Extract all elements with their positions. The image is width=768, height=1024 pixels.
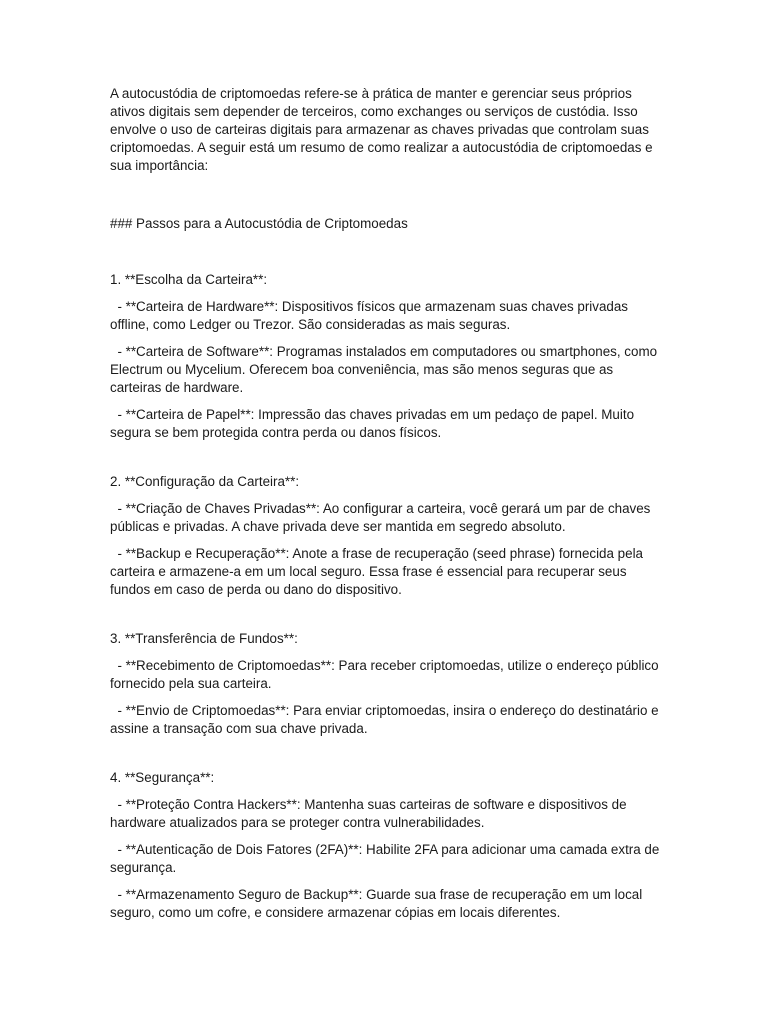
list-item: - **Envio de Criptomoedas**: Para enviar criptomoedas, insira o endereço do destinatário e assine a transação com sua chave privada. bbox=[110, 703, 663, 736]
step-section-4 bbox=[110, 769, 665, 922]
list-item: - **Autenticação de Dois Fatores (2FA)**: Habilite 2FA para adicionar uma camada extra de segurança. bbox=[110, 842, 664, 875]
list-item: - **Backup e Recuperação**: Anote a frase de recuperação (seed phrase) fornecida pela carteira e armazene-a em um local seguro. Essa frase é essencial para recuperar seus fundos em caso de perda ou dano do dispositivo. bbox=[110, 546, 647, 597]
intro-paragraph: A autocustódia de criptomoedas refere-se à prática de manter e gerenciar seus próprios ativos digitais sem depender de terceiros, como exchanges ou serviços de custódia. Isso envolve o uso de carteiras digitais para armazenar as chaves privadas que controlam suas criptomoedas. A seguir está um resumo de como realizar a autocustódia de criptomoedas e sua importância: bbox=[110, 86, 657, 173]
step-title: 3. **Transferência de Fundos**: bbox=[110, 631, 298, 646]
list-item: - **Carteira de Hardware**: Dispositivos físicos que armazenam suas chaves privadas offline, como Ledger ou Trezor. São consideradas as mais seguras. bbox=[110, 299, 632, 332]
step-section-1 bbox=[110, 271, 665, 442]
step-section-3 bbox=[110, 630, 665, 738]
step-title: 1. **Escolha da Carteira**: bbox=[110, 272, 268, 287]
step-title: 2. **Configuração da Carteira**: bbox=[110, 474, 300, 489]
section-heading: ### Passos para a Autocustódia de Criptomoedas bbox=[110, 216, 408, 231]
list-item: - **Criação de Chaves Privadas**: Ao configurar a carteira, você gerará um par de chaves públicas e privadas. A chave privada deve ser mantida em segredo absoluto. bbox=[110, 501, 655, 534]
step-section-2 bbox=[110, 473, 665, 599]
list-item: - **Armazenamento Seguro de Backup**: Guarde sua frase de recuperação em um local seguro, como um cofre, e considere armazenar cópias em locais diferentes. bbox=[110, 887, 646, 920]
list-item: - **Proteção Contra Hackers**: Mantenha suas carteiras de software e dispositivos de hardware atualizados para se proteger contra vulnerabilidades. bbox=[110, 797, 631, 830]
list-item: - **Carteira de Papel**: Impressão das chaves privadas em um pedaço de papel. Muito segura se bem protegida contra perda ou danos físicos. bbox=[110, 407, 638, 440]
document-page bbox=[110, 85, 665, 953]
list-item: - **Recebimento de Criptomoedas**: Para receber criptomoedas, utilize o endereço público fornecido pela sua carteira. bbox=[110, 658, 663, 691]
step-title: 4. **Segurança**: bbox=[110, 770, 215, 785]
list-item: - **Carteira de Software**: Programas instalados em computadores ou smartphones, como Electrum ou Mycelium. Oferecem boa conveniência, mas são menos seguras que as carteiras de hardware. bbox=[110, 344, 661, 395]
